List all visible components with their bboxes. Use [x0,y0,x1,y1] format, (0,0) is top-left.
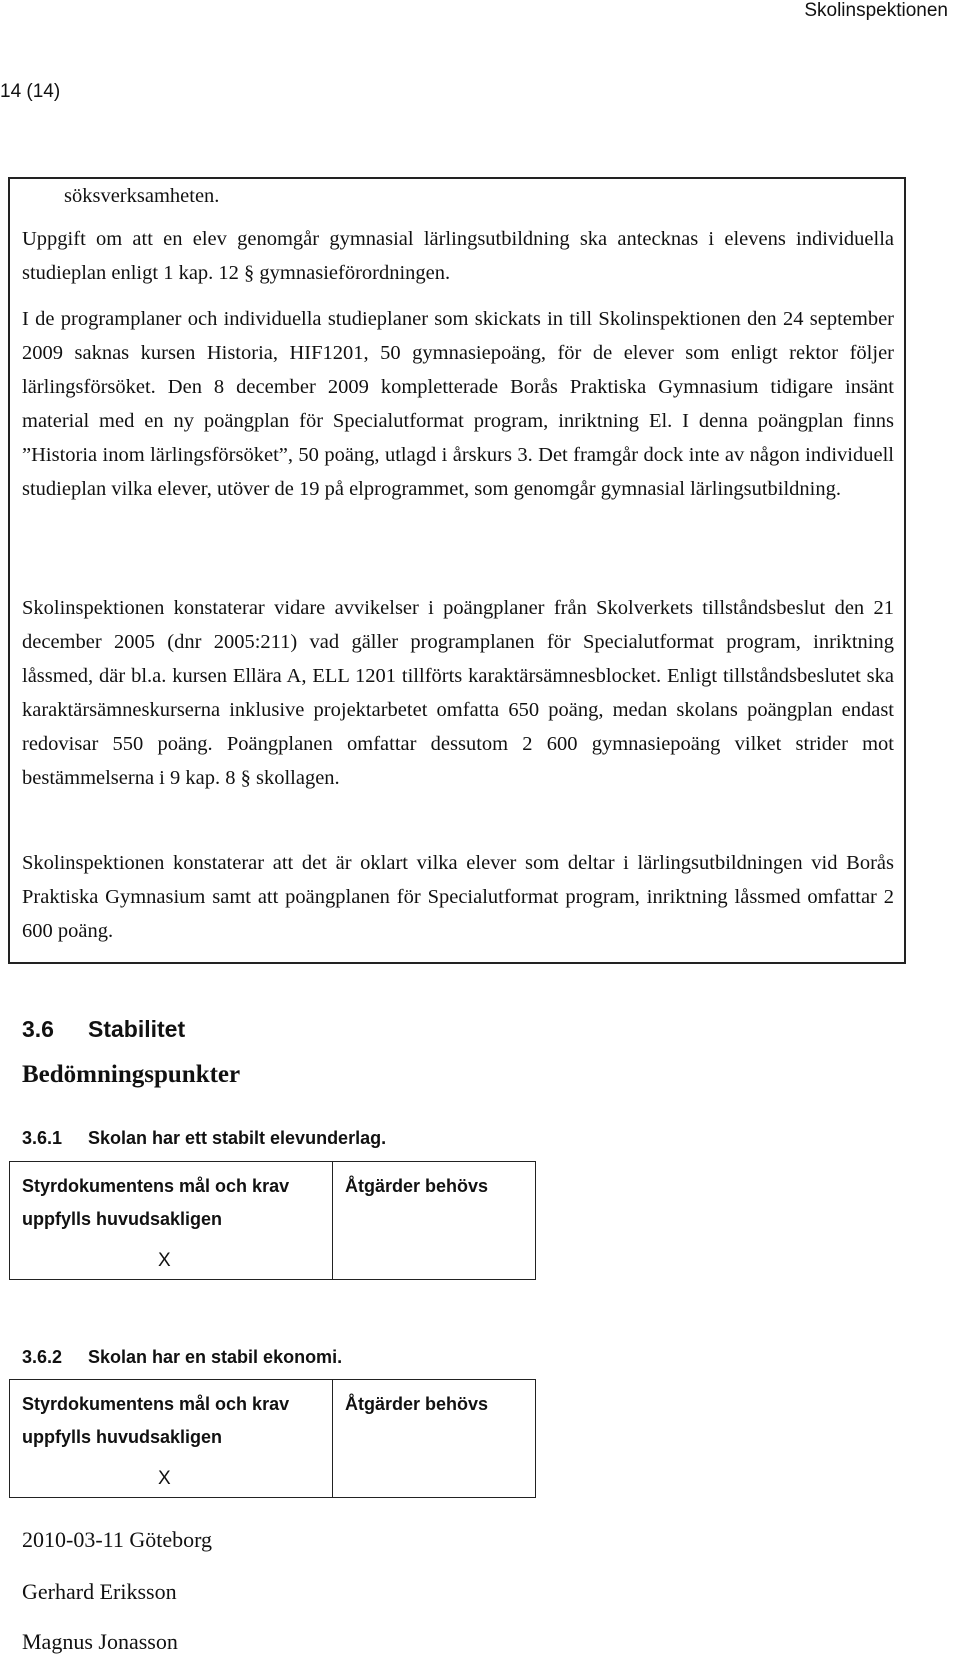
criteria-met-label: Styrdokumentens mål och krav uppfylls huvudsakligen [22,1176,290,1229]
signature-name: Magnus Jonasson [22,1629,178,1654]
section-title: Stabilitet [88,1016,186,1042]
criterion-heading [22,1346,342,1368]
paragraph-programplaner: I de programplaner och individuella studieplaner som skickats in till Skolinspektionen den 24 september 2009 saknas kursen Historia, HIF1201, 50 gymnasiepoäng, för de elever som enligt rektor följer lärlingsförsöket. Den 8 december 2009 kompletterade Borås Praktiska Gymnasium tidigare insänt material med en ny poängplan för Specialutformat program, inriktning El. I denna poängplan finns ”Historia inom lärlingsförsöket”, 50 poäng, utlagd i årskurs 3. Det framgår dock inte av någon individuell studieplan vilka elever, utöver de 19 på elprogrammet, som genomgår gymnasial lärlingsutbildning. [22,308,894,500]
paragraph-avvikelser: Skolinspektionen konstaterar vidare avvikelser i poängplaner från Skolverkets tillståndsbeslut den 21 december 2005 (dnr 2005:211) vad gäller programplanen för Specialutformat program, inriktning låssmed, där bl.a. kursen Ellära A, ELL 1201 tillförts karaktärsämnesblocket. Enligt tillståndsbeslutet ska karaktärsämneskurserna inklusive projektarbetet omfatta 650 poäng, medan skolans poängplan endast redovisar 550 poäng. Poängplanen omfattar dessutom 2 600 gymnasiepoäng vilket strider mot bestämmelserna i 9 kap. 8 § skollagen. [22,597,894,789]
action-needed-cell [333,1380,536,1498]
assessment-table [9,1161,536,1280]
action-needed-label: Åtgärder behövs [345,1176,489,1196]
criteria-met-cell [10,1162,333,1280]
assessment-mark: X [158,1250,171,1271]
criteria-met-label: Styrdokumentens mål och krav uppfylls huvudsakligen [22,1394,290,1447]
signature-name: Gerhard Eriksson [22,1579,177,1604]
section-heading [22,1014,185,1044]
criterion-number: 3.6.2 [22,1347,63,1367]
paragraph-lärling-note: Uppgift om att en elev genomgår gymnasial lärlingsutbildning ska antecknas i elevens individuella studieplan enligt 1 kap. 12 § gymnasieförordningen. [22,228,894,284]
criterion-title: Skolan har ett stabilt elevunderlag. [88,1128,387,1148]
criteria-met-cell [10,1380,333,1498]
action-needed-cell [333,1162,536,1280]
assessment-points-heading: Bedömningspunkter [22,1061,241,1088]
paragraph-continuation: söksverksamheten. [64,185,220,207]
header-brand: Skolinspektionen [804,0,948,21]
signature-place-date: 2010-03-11 Göteborg [22,1527,213,1552]
criterion-number: 3.6.1 [22,1128,63,1148]
paragraph-konstaterar: Skolinspektionen konstaterar att det är oklart vilka elever som deltar i lärlingsutbildningen vid Borås Praktiska Gymnasium samt att poängplanen för Specialutformat program, inriktning låssmed omfattar 2 600 poäng. [22,852,894,942]
criterion-title: Skolan har en stabil ekonomi. [88,1347,343,1367]
page-number: 14 (14) [0,81,61,102]
assessment-mark: X [158,1468,171,1489]
assessment-table [9,1379,536,1498]
criterion-heading [22,1127,386,1149]
action-needed-label: Åtgärder behövs [345,1394,489,1414]
section-number: 3.6 [22,1016,54,1042]
decision-text-box [8,177,906,964]
